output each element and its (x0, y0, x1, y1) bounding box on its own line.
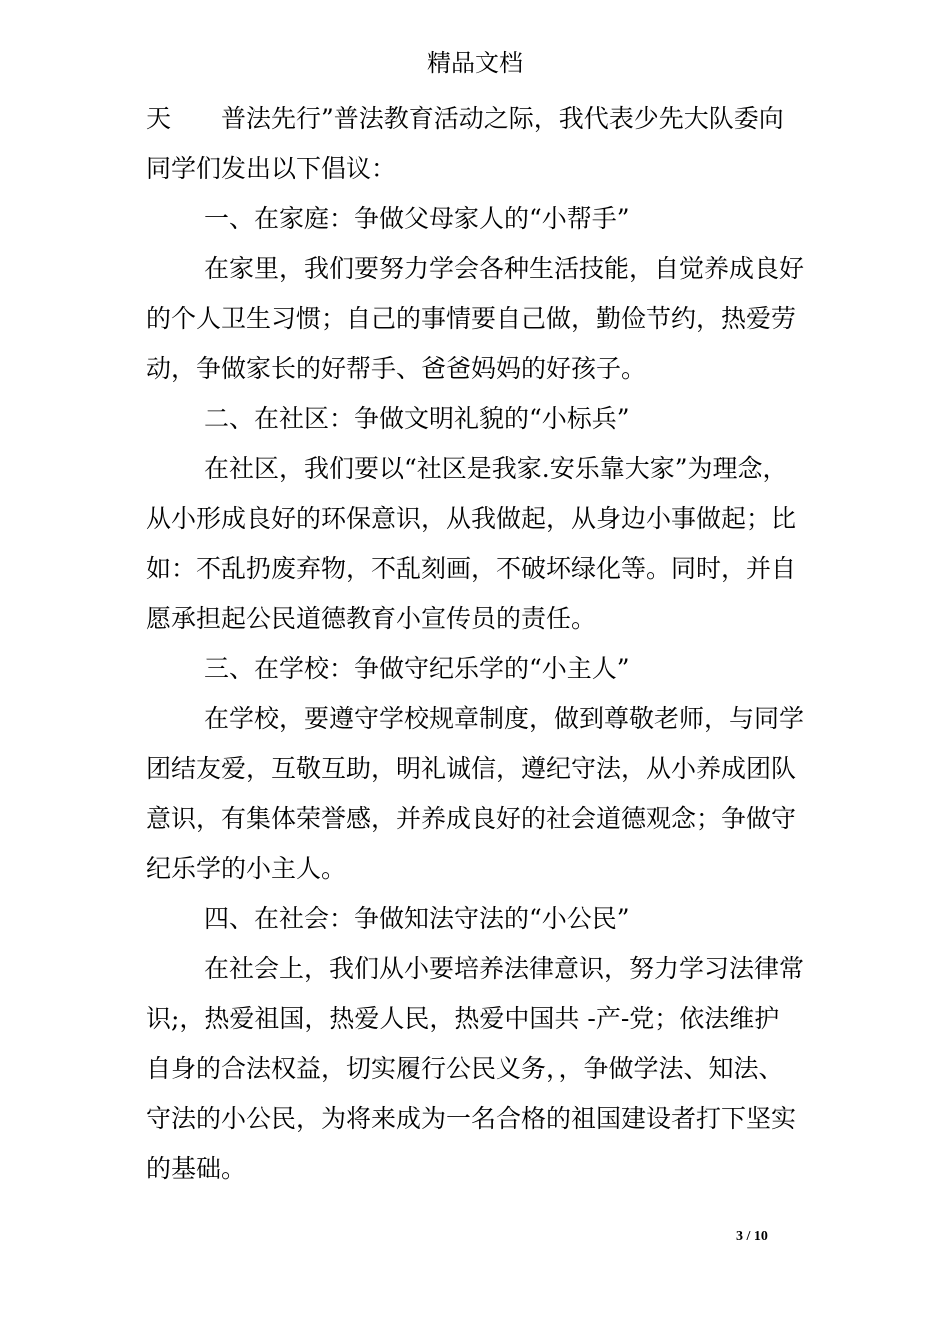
paragraph-start: 在家里，我们要努力学会各种生活技能，自觉养成良好 (204, 254, 805, 283)
paragraph-start: 在社会上，我们从小要培养法律意识，努力学习法律常 (204, 954, 805, 983)
paragraph-start: 在社区，我们要以“社区是我家.安乐靠大家”为理念， (204, 454, 788, 483)
document-body (146, 94, 826, 1194)
section-heading: 二、在社区：争做文明礼貌的“小标兵” (204, 404, 630, 433)
text-line: 从小形成良好的环保意识，从我做起，从身边小事做起；比 (146, 504, 797, 533)
text-line: 团结友爱，互敬互助，明礼诚信，遵纪守法，从小养成团队 (146, 754, 797, 783)
text-line: 如：不乱扔废弃物，不乱刻画，不破坏绿化等。同时，并自 (146, 554, 797, 583)
text-line: 的基础。 (146, 1154, 247, 1183)
text-line: 识;，热爱祖国，热爱人民，热爱中国共 -产-党；依法维护 (146, 1004, 780, 1033)
text-line: 纪乐学的小主人。 (146, 854, 347, 883)
text-line: 守法的小公民，为将来成为一名合格的祖国建设者打下坚实 (146, 1104, 797, 1133)
text-line: 的个人卫生习惯；自己的事情要自己做，勤俭节约，热爱劳 (146, 304, 797, 333)
paragraph-start: 在学校，要遵守学校规章制度，做到尊敬老师，与同学 (204, 704, 805, 733)
section-heading: 三、在学校：争做守纪乐学的“小主人” (204, 654, 630, 683)
section-heading: 四、在社会：争做知法守法的“小公民” (204, 904, 630, 933)
text-line: 愿承担起公民道德教育小宣传员的责任。 (146, 604, 597, 633)
text-line: 意识，有集体荣誉感，并养成良好的社会道德观念；争做守 (146, 804, 797, 833)
text-line: 天 普法先行”普法教育活动之际，我代表少先大队委向 (146, 104, 784, 133)
text-line: 动，争做家长的好帮手、爸爸妈妈的好孩子。 (146, 354, 647, 383)
text-line: 自身的合法权益，切实履行公民义务，，争做学法、知法、 (146, 1054, 784, 1083)
text-line: 同学们发出以下倡议： (146, 154, 397, 183)
page-header: 精品文档 (427, 49, 523, 77)
section-heading: 一、在家庭：争做父母家人的“小帮手” (204, 204, 630, 233)
page-number: 3 / 10 (736, 1229, 768, 1244)
